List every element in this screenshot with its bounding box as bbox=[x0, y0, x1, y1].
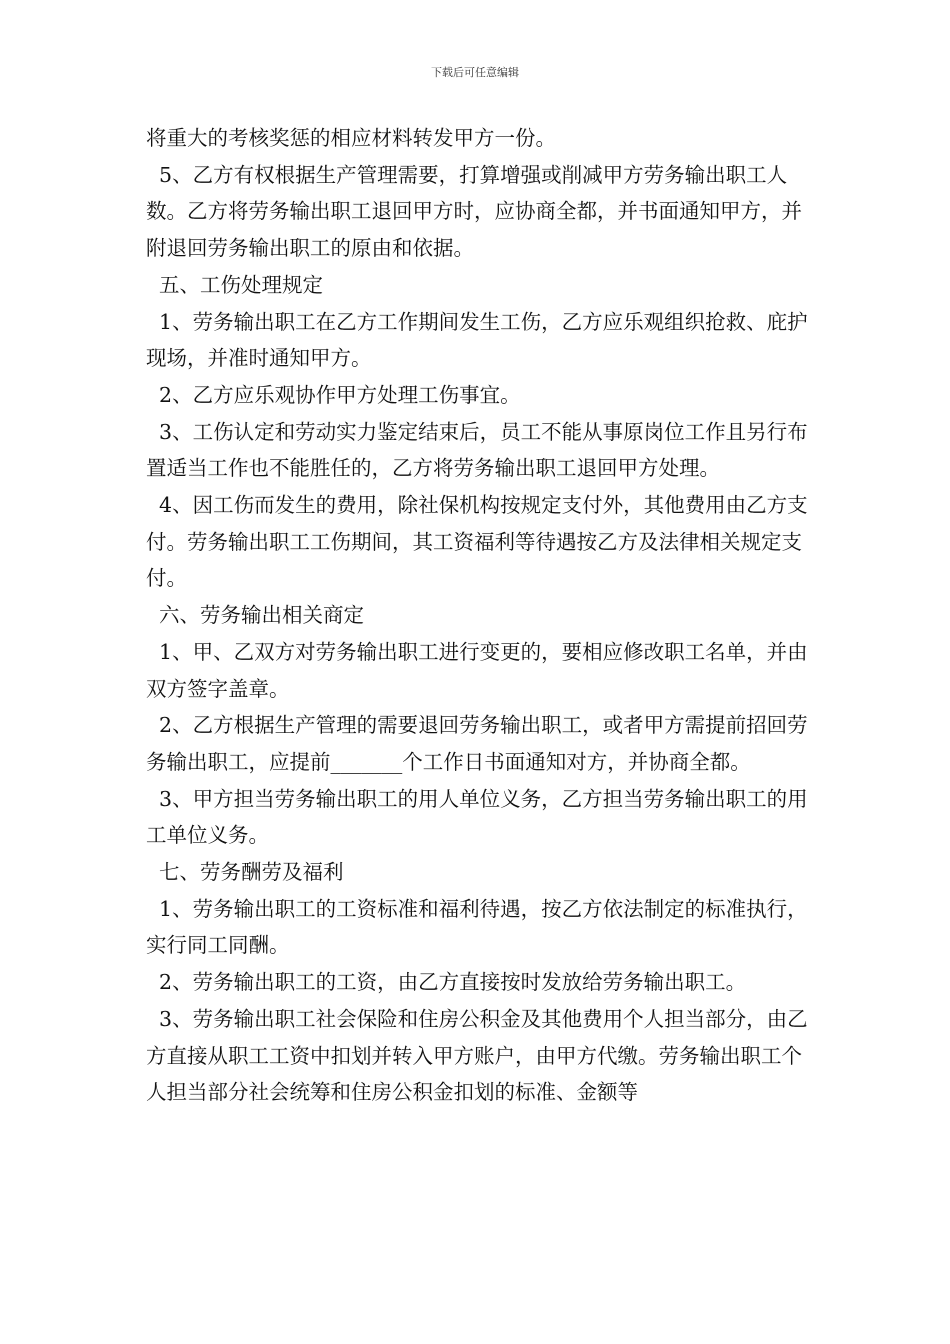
paragraph-continuation: 将重大的考核奖惩的相应材料转发甲方一份。 bbox=[146, 126, 556, 150]
paragraph-item-7-3: 3、劳务输出职工社会保险和住房公积金及其他费用个人担当部分，由乙方直接从职工工资中扣划并转入甲方账户，由甲方代缴。劳务输出职工个人担当部分社会统筹和住房公积金扣划的标准、金额等 bbox=[146, 1006, 808, 1105]
paragraph-item-6-3: 3、甲方担当劳务输出职工的用人单位义务，乙方担当劳务输出职工的用工单位义务。 bbox=[146, 786, 808, 848]
paragraph-item-4-5: 5、乙方有权根据生产管理需要，打算增强或削减甲方劳务输出职工人数。乙方将劳务输出职工退回甲方时，应协商全都，并书面通知甲方，并附退回劳务输出职工的原由和依据。 bbox=[146, 162, 802, 261]
paragraph-item-5-2: 2、乙方应乐观协作甲方处理工伤事宜。 bbox=[146, 382, 521, 407]
section-heading-5: 五、工伤处理规定 bbox=[146, 272, 324, 297]
page-header-note: 下载后可任意编辑 bbox=[431, 66, 519, 79]
paragraph-item-5-1: 1、劳务输出职工在乙方工作期间发生工伤，乙方应乐观组织抢救、庇护现场，并准时通知甲方。 bbox=[146, 309, 808, 371]
section-heading-6: 六、劳务输出相关商定 bbox=[146, 603, 365, 628]
document-body bbox=[146, 120, 810, 1111]
paragraph-item-7-1: 1、劳务输出职工的工资标准和福利待遇，按乙方依法制定的标准执行，实行同工同酬。 bbox=[146, 896, 808, 958]
section-heading-7: 七、劳务酬劳及福利 bbox=[146, 860, 344, 885]
paragraph-item-6-1: 1、甲、乙双方对劳务输出职工进行变更的，要相应修改职工名单，并由双方签字盖章。 bbox=[146, 639, 808, 701]
paragraph-item-5-4: 4、因工伤而发生的费用，除社保机构按规定支付外，其他费用由乙方支付。劳务输出职工工伤期间，其工资福利等待遇按乙方及法律相关规定支付。 bbox=[146, 493, 808, 591]
paragraph-item-5-3: 3、工伤认定和劳动实力鉴定结束后，员工不能从事原岗位工作且另行布置适当工作也不能胜任的，乙方将劳务输出职工退回甲方处理。 bbox=[146, 419, 808, 481]
paragraph-item-7-2: 2、劳务输出职工的工资，由乙方直接按时发放给劳务输出职工。 bbox=[146, 970, 747, 995]
paragraph-item-6-2: 2、乙方根据生产管理的需要退回劳务输出职工，或者甲方需提前招回劳务输出职工，应提前_______个工作日书面通知对方，并协商全都。 bbox=[146, 713, 808, 774]
